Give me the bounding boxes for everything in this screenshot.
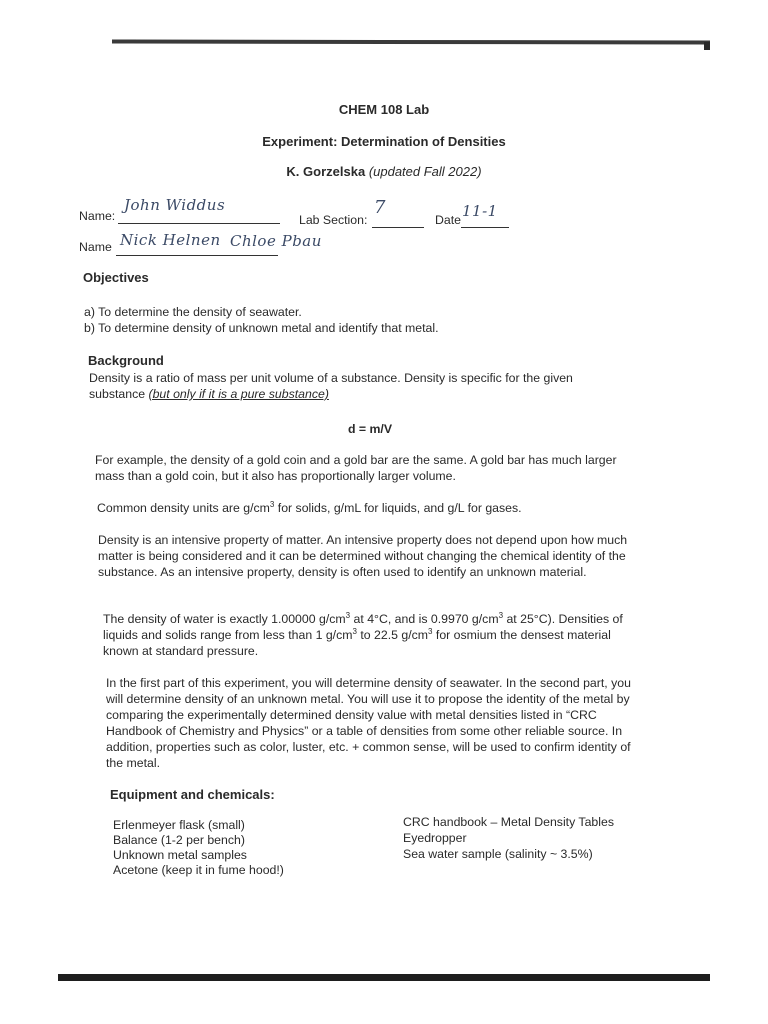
page-bottom-edge-line [58, 974, 710, 981]
p5-text-b: at 4°C, and is 0.9970 g/cm [350, 612, 499, 626]
p5-text-d: to 22.5 g/cm [356, 628, 429, 642]
equipment-left-item: Balance (1-2 per bench) [113, 833, 245, 847]
name2-handwritten-a: Nick Helnen [120, 231, 221, 249]
background-paragraph-6: In the first part of this experiment, you will determine density of seawater. In the second part, you will determine density of an unknown metal. You will use it to propose the identity of the metal by comparing the experimentally determined density value with metal densities listed in “CRC Handbook of Chemistry and Physics” or a table of densities from some other reliable source. In addition, properties such as color, luster, etc. + common sense, will be used to confirm identity of the metal. [106, 676, 631, 770]
superscript-3: 3 [345, 610, 351, 620]
author-line [0, 164, 768, 179]
p5-text-e: for osmium the densest material known at standard pressure. [103, 628, 611, 658]
page-top-edge-line [112, 39, 710, 44]
name2-handwritten-b: Chloe Pbau [230, 232, 322, 250]
equipment-heading: Equipment and chemicals: [110, 787, 275, 802]
equipment-left-item: Acetone (keep it in fume hood!) [113, 863, 284, 877]
background-paragraph-1 [89, 370, 629, 402]
superscript-3: 3 [498, 610, 504, 620]
updated-note: (updated Fall 2022) [368, 164, 482, 179]
background-heading: Background [88, 353, 164, 368]
p3-text-b: for solids, g/mL for liquids, and g/L for gases. [274, 501, 522, 515]
equipment-left-item: Unknown metal samples [113, 848, 247, 862]
density-equation: d = m/V [347, 422, 393, 436]
equipment-right-item: CRC handbook – Metal Density Tables [403, 815, 614, 829]
p1-text: Density is a ratio of mass per unit volume of a substance. Density is specific for the given substance [89, 371, 573, 401]
superscript-3: 3 [352, 626, 357, 636]
superscript-3: 3 [269, 499, 275, 509]
background-paragraph-4: Density is an intensive property of matter. An intensive property does not depend upon how much matter is being considered and it can be determined without changing the chemical identity of the substance. As an intensive property, density is often used to identify an unknown material. [98, 533, 628, 579]
page-top-edge-mark [704, 42, 710, 50]
equipment-right-item: Sea water sample (salinity ~ 3.5%) [403, 847, 593, 861]
date-handwritten: 11-1 [462, 202, 498, 220]
name-handwritten: John Widdus [124, 196, 226, 214]
p3-text-a: Common density units are g/cm [97, 501, 270, 515]
superscript-3: 3 [428, 626, 433, 636]
objective-a: a) To determine the density of seawater. [84, 305, 302, 319]
author-name: K. Gorzelska [286, 164, 366, 179]
equipment-left-item: Erlenmeyer flask (small) [113, 818, 245, 832]
background-paragraph-3 [97, 500, 637, 516]
p5-text-c: at 25°C). Densities of liquids and solids range from less than 1 g/cm [103, 612, 623, 642]
lab-section-handwritten: 7 [374, 197, 386, 218]
objectives-heading: Objectives [83, 270, 149, 285]
date-label: Date [435, 213, 461, 227]
course-title: CHEM 108 Lab [338, 102, 430, 117]
equipment-right-item: Eyedropper [403, 831, 467, 845]
name2-label: Name [79, 240, 112, 254]
objective-b: b) To determine density of unknown metal and identify that metal. [84, 321, 439, 335]
experiment-title: Experiment: Determination of Densities [262, 134, 506, 149]
p5-text-a: The density of water is exactly 1.00000 g/cm [103, 612, 346, 626]
lab-section-label: Lab Section: [299, 213, 368, 227]
background-paragraph-2: For example, the density of a gold coin and a gold bar are the same. A gold bar has much larger mass than a gold coin, but it also has proportionally larger volume. [95, 453, 617, 483]
p1-underlined: (but only if it is a pure substance) [148, 387, 329, 401]
background-paragraph-5 [103, 611, 649, 659]
name-label: Name: [79, 209, 116, 223]
